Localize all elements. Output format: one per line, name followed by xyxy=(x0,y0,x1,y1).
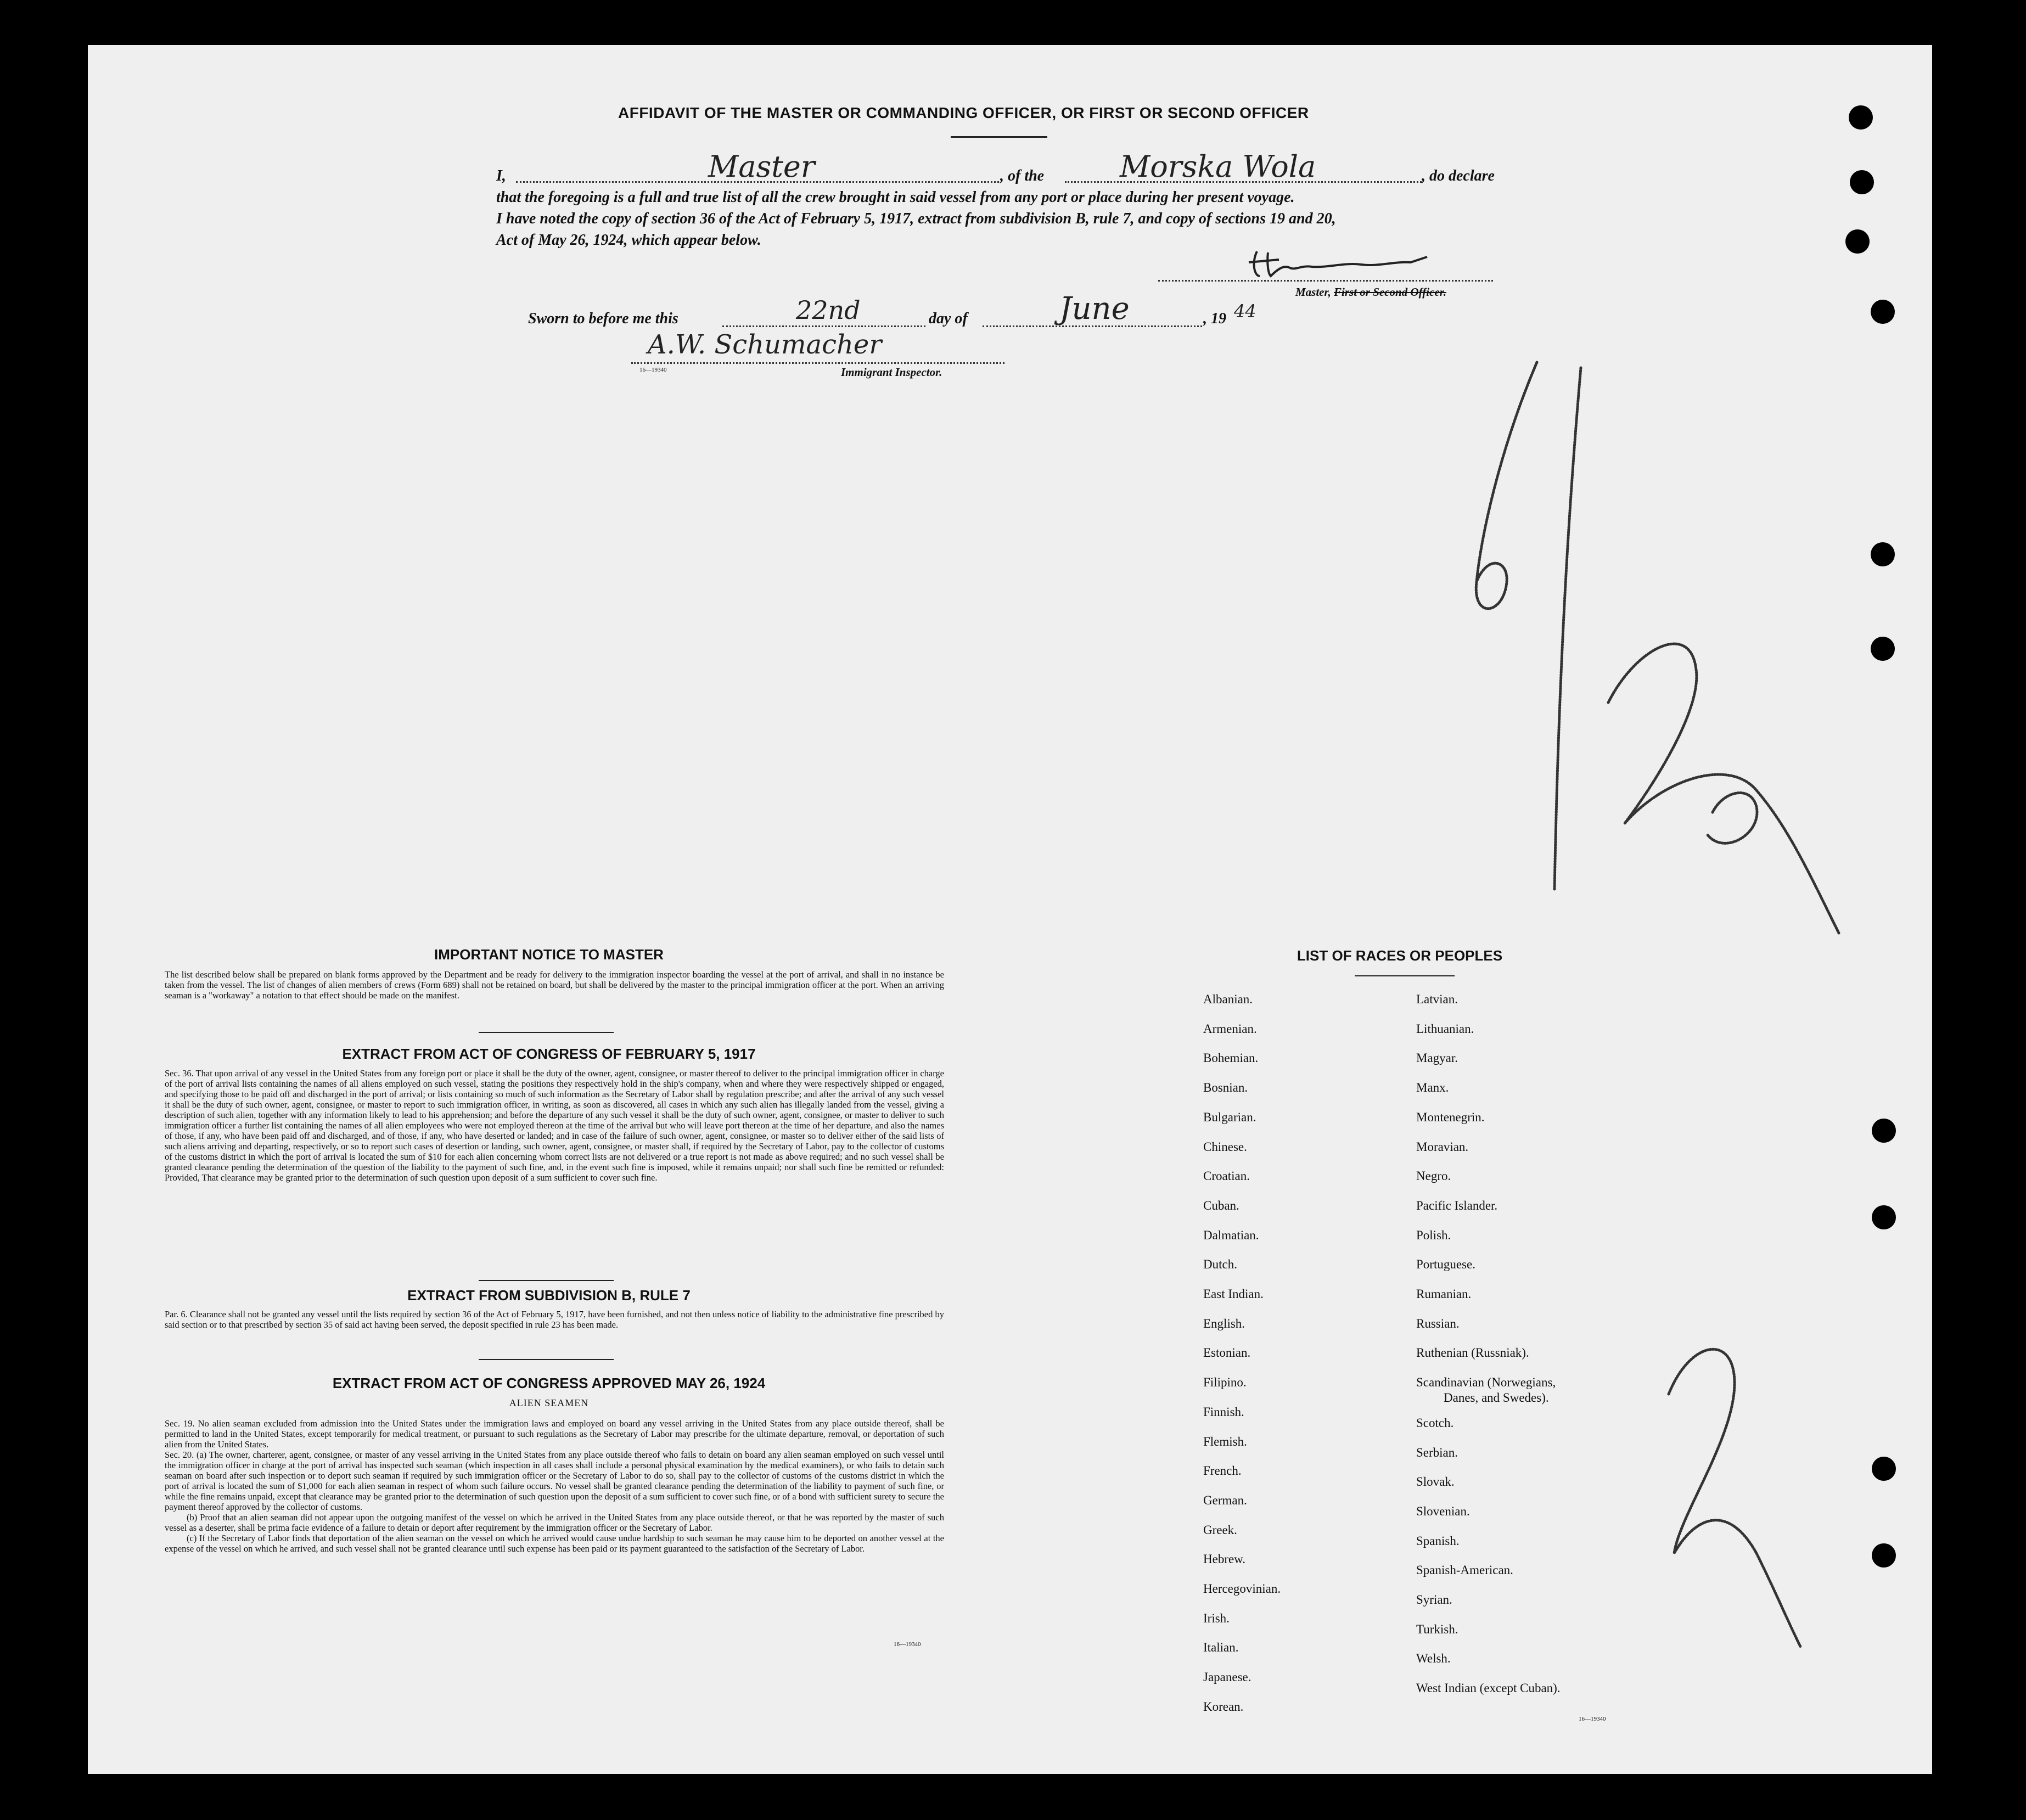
race-item: Turkish. xyxy=(1416,1622,1458,1636)
race-item: Italian. xyxy=(1203,1641,1239,1655)
race-item: Slovenian. xyxy=(1416,1504,1470,1518)
extract-1924-title: EXTRACT FROM ACT OF CONGRESS APPROVED MAY 26, 1924 xyxy=(332,1375,766,1391)
race-item: Latvian. xyxy=(1416,992,1458,1006)
race-item: Slovak. xyxy=(1416,1475,1455,1489)
race-item: Scotch. xyxy=(1416,1415,1454,1430)
race-item: Armenian. xyxy=(1203,1021,1257,1036)
declaration-line-3: I have noted the copy of section 36 of the Act of February 5, 1917, extract from subdivision B, rule 7, and copy of sections 19 and 20, xyxy=(496,210,1336,227)
race-item: Negro. xyxy=(1416,1169,1451,1183)
day-of-label: day of xyxy=(929,310,968,327)
declaration-line-4: Act of May 26, 1924, which appear below. xyxy=(496,232,761,249)
race-item: Serbian. xyxy=(1416,1445,1458,1459)
year-prefix: , 19 xyxy=(1203,310,1226,327)
extract-1917-title: EXTRACT FROM ACT OF CONGRESS OF FEBRUARY 5, 1917 xyxy=(342,1046,756,1062)
struck-caption: First or Second Officer. xyxy=(1334,285,1446,299)
rule7-text: Par. 6. Clearance shall not be granted any vessel until the lists required by section 36 of the Act of February 5, 1917, have been furnished, and not then unless notice of liability to the administrative fine prescribed by said section or to that prescribed by section 35 of said act having been served, the deposit specified in rule 23 has been made. xyxy=(165,1309,945,1330)
inspector-caption: Immigrant Inspector. xyxy=(841,366,942,379)
do-declare-label: , do declare xyxy=(1422,167,1495,184)
month-handwriting: June xyxy=(1059,291,1130,327)
race-item: Korean. xyxy=(1203,1699,1244,1714)
race-item: Lithuanian. xyxy=(1416,1021,1474,1036)
vessel-handwriting: Morska Wola xyxy=(1120,149,1316,184)
race-item: Cuban. xyxy=(1203,1198,1239,1212)
extract-1924-text xyxy=(165,1418,944,1554)
race-item: West Indian (except Cuban). xyxy=(1416,1681,1561,1695)
race-item: German. xyxy=(1203,1493,1247,1507)
section-rule xyxy=(479,1359,614,1360)
race-item: Chinese. xyxy=(1203,1139,1247,1154)
race-item: Manx. xyxy=(1416,1081,1449,1095)
decl-i: I, xyxy=(496,167,506,184)
race-item: Filipino. xyxy=(1203,1375,1247,1390)
race-item: Portuguese. xyxy=(1416,1257,1475,1272)
punch-hole xyxy=(1850,170,1874,194)
race-item: Scandinavian (Norwegians, xyxy=(1416,1375,1556,1390)
notice-title: IMPORTANT NOTICE TO MASTER xyxy=(434,946,664,963)
race-item: Magyar. xyxy=(1416,1051,1458,1065)
race-item: Croatian. xyxy=(1203,1169,1250,1183)
sec20a-text: Sec. 20. (a) The owner, charterer, agent, consignee, or master of any vessel arriving in the United States from any place outside thereof who fails to detain on board any alien seaman employed on such vessel until the immigration officer in charge at the port of arrival has inspected such seaman (which inspection in all cases shall include a personal physical examination by the medical examiners), or who fails to detain such seaman on board after such inspection or to deport such seaman if required by such immigration officer or the Secretary of Labor to do so, shall pay to the collector of customs of the customs district in which the port of arrival is located the sum of $1,000 for each alien seaman in respect of whom such failure occurs. No vessel shall be granted clearance pending the determination of the liability to payment of such fine, or while the fine remains unpaid, except that clearance may be granted prior to the determination of such question upon the deposit of a sum sufficient to cover such fine, or of a bond with sufficient surety to secure the payment thereof approved by the collector of customs. xyxy=(165,1450,944,1512)
race-item: Spanish-American. xyxy=(1416,1563,1513,1577)
race-item: Syrian. xyxy=(1416,1593,1452,1606)
declaration-line-2: that the foregoing is a full and true list of all the crew brought in said vessel from any port or place during her present voyage. xyxy=(496,189,1295,206)
section-rule xyxy=(479,1032,614,1033)
inspector-handwriting: A.W. Schumacher xyxy=(648,329,882,360)
races-title: LIST OF RACES OR PEOPLES xyxy=(1297,947,1503,964)
race-item: Albanian. xyxy=(1203,992,1253,1006)
sec19-text: Sec. 19. No alien seaman excluded from admission into the United States under the immigration laws and employed on board any vessel arriving in the United States from any place outside thereof, shall be permitted to land in the United States, except temporarily for medical treatment, or pursuant to such regulations as the Secretary of Labor may prescribe for the ultimate departure, removal, or deportation of such alien from the United States. xyxy=(165,1418,944,1450)
rule7-title: EXTRACT FROM SUBDIVISION B, RULE 7 xyxy=(407,1287,691,1304)
notice-form-number: 16—19340 xyxy=(894,1641,921,1648)
punch-hole xyxy=(1845,229,1870,254)
race-item: Estonian. xyxy=(1203,1346,1251,1360)
punch-hole xyxy=(1849,105,1873,130)
punch-hole xyxy=(1872,1119,1896,1143)
punch-hole xyxy=(1872,1543,1896,1568)
race-item: Russian. xyxy=(1416,1316,1460,1330)
race-item: Polish. xyxy=(1416,1228,1451,1242)
affidavit-title: AFFIDAVIT OF THE MASTER OR COMMANDING OFFICER, OR FIRST OR SECOND OFFICER xyxy=(618,104,1309,121)
race-item: Dutch. xyxy=(1203,1257,1237,1272)
year-handwriting: 44 xyxy=(1234,301,1256,322)
day-handwriting: 22nd xyxy=(796,295,861,325)
race-item: Finnish. xyxy=(1203,1405,1244,1419)
inspector-form-number: 16—19340 xyxy=(639,367,667,373)
race-item: Spanish. xyxy=(1416,1533,1460,1548)
race-item: Hercegovinian. xyxy=(1203,1582,1281,1596)
section-rule xyxy=(479,1280,614,1281)
punch-hole xyxy=(1871,542,1895,566)
master-caption-text: Master, xyxy=(1295,285,1331,299)
race-item: Ruthenian (Russniak). xyxy=(1416,1346,1529,1360)
race-item: Japanese. xyxy=(1203,1670,1251,1684)
race-item: English. xyxy=(1203,1316,1245,1330)
notice-text: The list described below shall be prepared on blank forms approved by the Department and be ready for delivery to the immigration inspector boarding the vessel at the port of arrival, and shall in no instance be taken from the vessel. The list of changes of alien members of crews (Form 689) shall not be retained on board, but shall be delivered by the master to the principal immigration officer at the port. When an arriving seaman is a "workaway" a notation to that effect should be made on the manifest. xyxy=(165,969,944,1001)
sworn-label: Sworn to before me this xyxy=(528,310,678,327)
race-item: Flemish. xyxy=(1203,1434,1247,1448)
race-item: Greek. xyxy=(1203,1523,1237,1537)
punch-hole xyxy=(1872,1457,1896,1481)
race-item: Montenegrin. xyxy=(1416,1110,1485,1124)
punch-hole xyxy=(1871,637,1895,661)
sec20b-text: (b) Proof that an alien seaman did not appear upon the outgoing manifest of the vessel on which he arrived in the United States from any place outside thereof, or that he was reported by the master of such vessel as a deserter, shall be prima facie evidence of a failure to detain or deport after requirement by the immigration officer or the Secretary of Labor. xyxy=(165,1512,944,1533)
races-rule xyxy=(1355,975,1455,976)
races-form-number: 16—19340 xyxy=(1579,1716,1606,1722)
of-the-label: , of the xyxy=(1000,167,1045,184)
punch-hole xyxy=(1872,1205,1896,1229)
race-item: Bohemian. xyxy=(1203,1051,1259,1065)
name-handwriting: Master xyxy=(708,149,815,184)
extract-1917-text: Sec. 36. That upon arrival of any vessel in the United States from any foreign port or place it shall be the duty of the owner, agent, consignee, or master thereof to deliver to the principal immigration officer in charge of the port of arrival lists containing the names of all aliens employed on such vessel, stating the positions they respectively hold in the ship's company, when and where they were respectively shipped or engaged, and specifying those to be paid off and discharged in the port of arrival; or lists containing so much of such information as the Secretary of Labor shall by regulation prescribe; and after the arrival of any such vessel it shall be the duty of such owner, agent, consignee, or master to report to such immigration officer, in writing, as soon as discovered, all cases in which any such alien has illegally landed from the vessel, giving a description of such alien, together with any information likely to lead to his apprehension; and before the departure of any such vessel it shall be the duty of such owner, agent, consignee, or master to deliver to such immigration officer a further list containing the names of all alien employees who were not employed thereon at the time of the arrival but who will leave port thereon at the time of her departure, and also the names of those, if any, who have been paid off and discharged, and of those, if any, who have deserted or landed; and in case of the failure of such owner, agent, consignee, or master so to deliver either of the said lists of such aliens arriving and departing, respectively, or so to report such cases of desertion or landing, such owner, agent, consignee, or master shall, if required by the Secretary of Labor, pay to the collector of customs of the customs district in which the port of arrival is located the sum of $10 for each alien concerning whom correct lists are not delivered or a true report is not made as above required; and no such vessel shall be granted clearance pending the determination of the question of the liability to the payment of such fine, and, in the event such fine is imposed, while it remains unpaid; nor shall such fine be remitted or refunded: Provided, That clearance may be granted prior to the determination of such question upon deposit of a sum sufficient to cover such fine. xyxy=(165,1068,944,1183)
race-item: Dalmatian. xyxy=(1203,1228,1259,1242)
race-item: East Indian. xyxy=(1203,1287,1264,1301)
race-item: Moravian. xyxy=(1416,1139,1469,1154)
sec20c-text: (c) If the Secretary of Labor finds that deportation of the alien seaman on the vessel on which he arrived would cause undue hardship to such seaman he may cause him to be deported on another vessel at the expense of the vessel on which he arrived, and such vessel shall not be granted clearance until such expense has been paid or its payment guaranteed to the satisfaction of the Secretary of Labor. xyxy=(165,1533,944,1554)
race-item: Irish. xyxy=(1203,1611,1230,1625)
race-item: French. xyxy=(1203,1464,1242,1478)
race-item: Rumanian. xyxy=(1416,1287,1472,1301)
race-item: Bosnian. xyxy=(1203,1081,1248,1095)
extract-1924-subtitle: ALIEN SEAMEN xyxy=(509,1397,589,1408)
punch-hole xyxy=(1871,300,1895,324)
race-item: Pacific Islander. xyxy=(1416,1198,1498,1212)
race-item: Hebrew. xyxy=(1203,1552,1246,1566)
race-item: Bulgarian. xyxy=(1203,1110,1256,1124)
race-item: Welsh. xyxy=(1416,1652,1451,1666)
race-item: Danes, and Swedes). xyxy=(1444,1391,1549,1405)
